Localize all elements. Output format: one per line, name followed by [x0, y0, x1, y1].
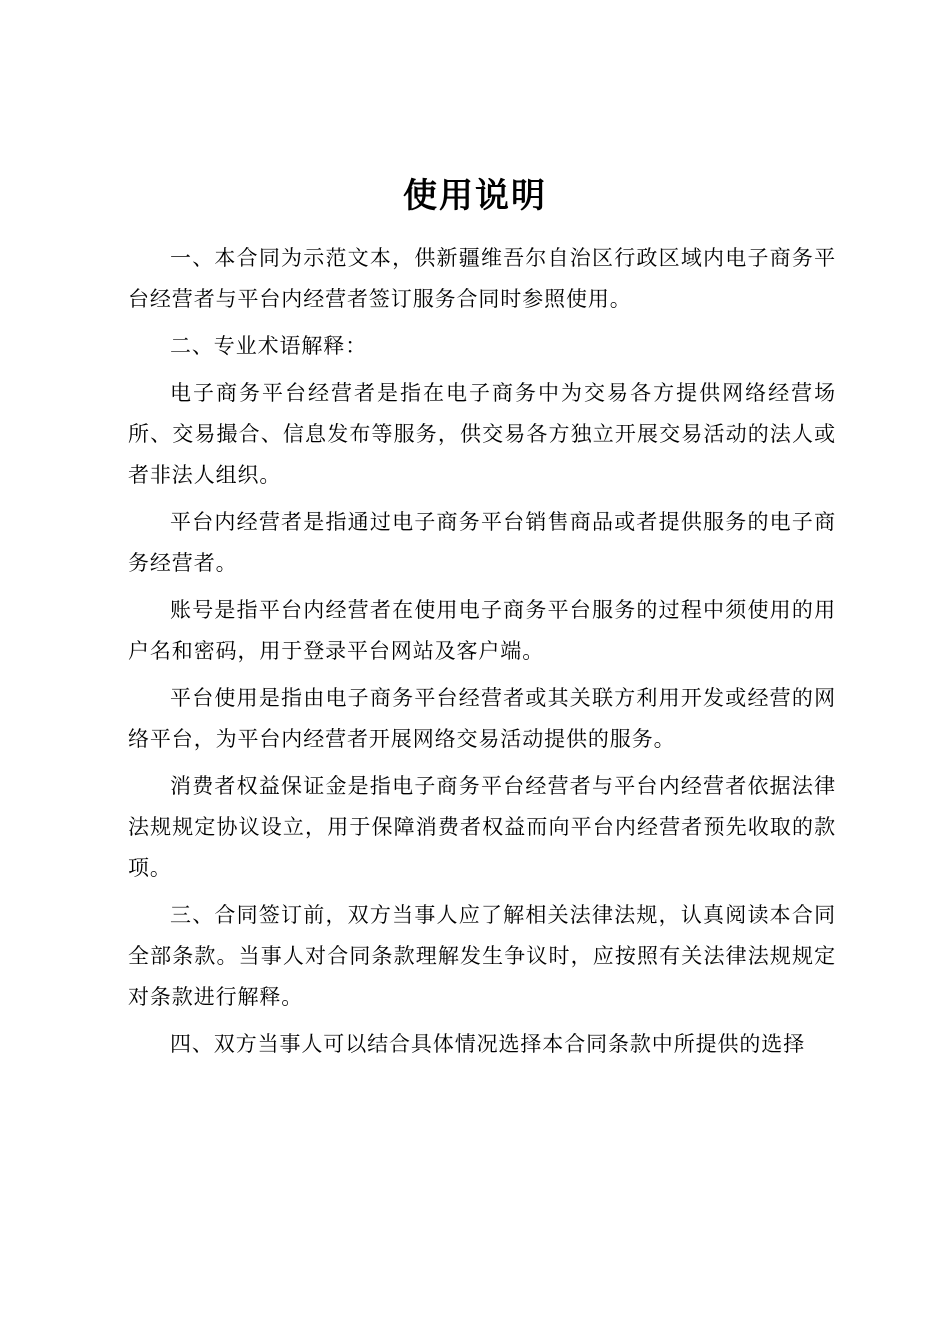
- paragraph-7: 消费者权益保证金是指电子商务平台经营者与平台内经营者依据法律法规规定协议设立，用于保障消费者权益而向平台内经营者预先收取的款项。: [128, 774, 836, 880]
- paragraph-1: 一、本合同为示范文本，供新疆维吾尔自治区行政区域内电子商务平台经营者与平台内经营者签订服务合同时参照使用。: [128, 246, 836, 311]
- paragraph-8: 三、合同签订前，双方当事人应了解相关法律法规，认真阅读本合同全部条款。当事人对合同条款理解发生争议时，应按照有关法律法规规定对条款进行解释。: [128, 903, 836, 1009]
- paragraph-4: 平台内经营者是指通过电子商务平台销售商品或者提供服务的电子商务经营者。: [128, 510, 836, 575]
- paragraph-2: 二、专业术语解释：: [170, 334, 368, 358]
- paragraph-5: 账号是指平台内经营者在使用电子商务平台服务的过程中须使用的用户名和密码，用于登录平台网站及客户端。: [128, 598, 836, 663]
- paragraph-3: 电子商务平台经营者是指在电子商务中为交易各方提供网络经营场所、交易撮合、信息发布等服务，供交易各方独立开展交易活动的法人或者非法人组织。: [128, 381, 836, 487]
- paragraph-9: 四、双方当事人可以结合具体情况选择本合同条款中所提供的选择: [170, 1032, 806, 1056]
- page-title: 使用说明: [403, 176, 547, 216]
- paragraph-6: 平台使用是指由电子商务平台经营者或其关联方利用开发或经营的网络平台，为平台内经营者开展网络交易活动提供的服务。: [128, 686, 836, 751]
- document-body: [128, 238, 836, 1071]
